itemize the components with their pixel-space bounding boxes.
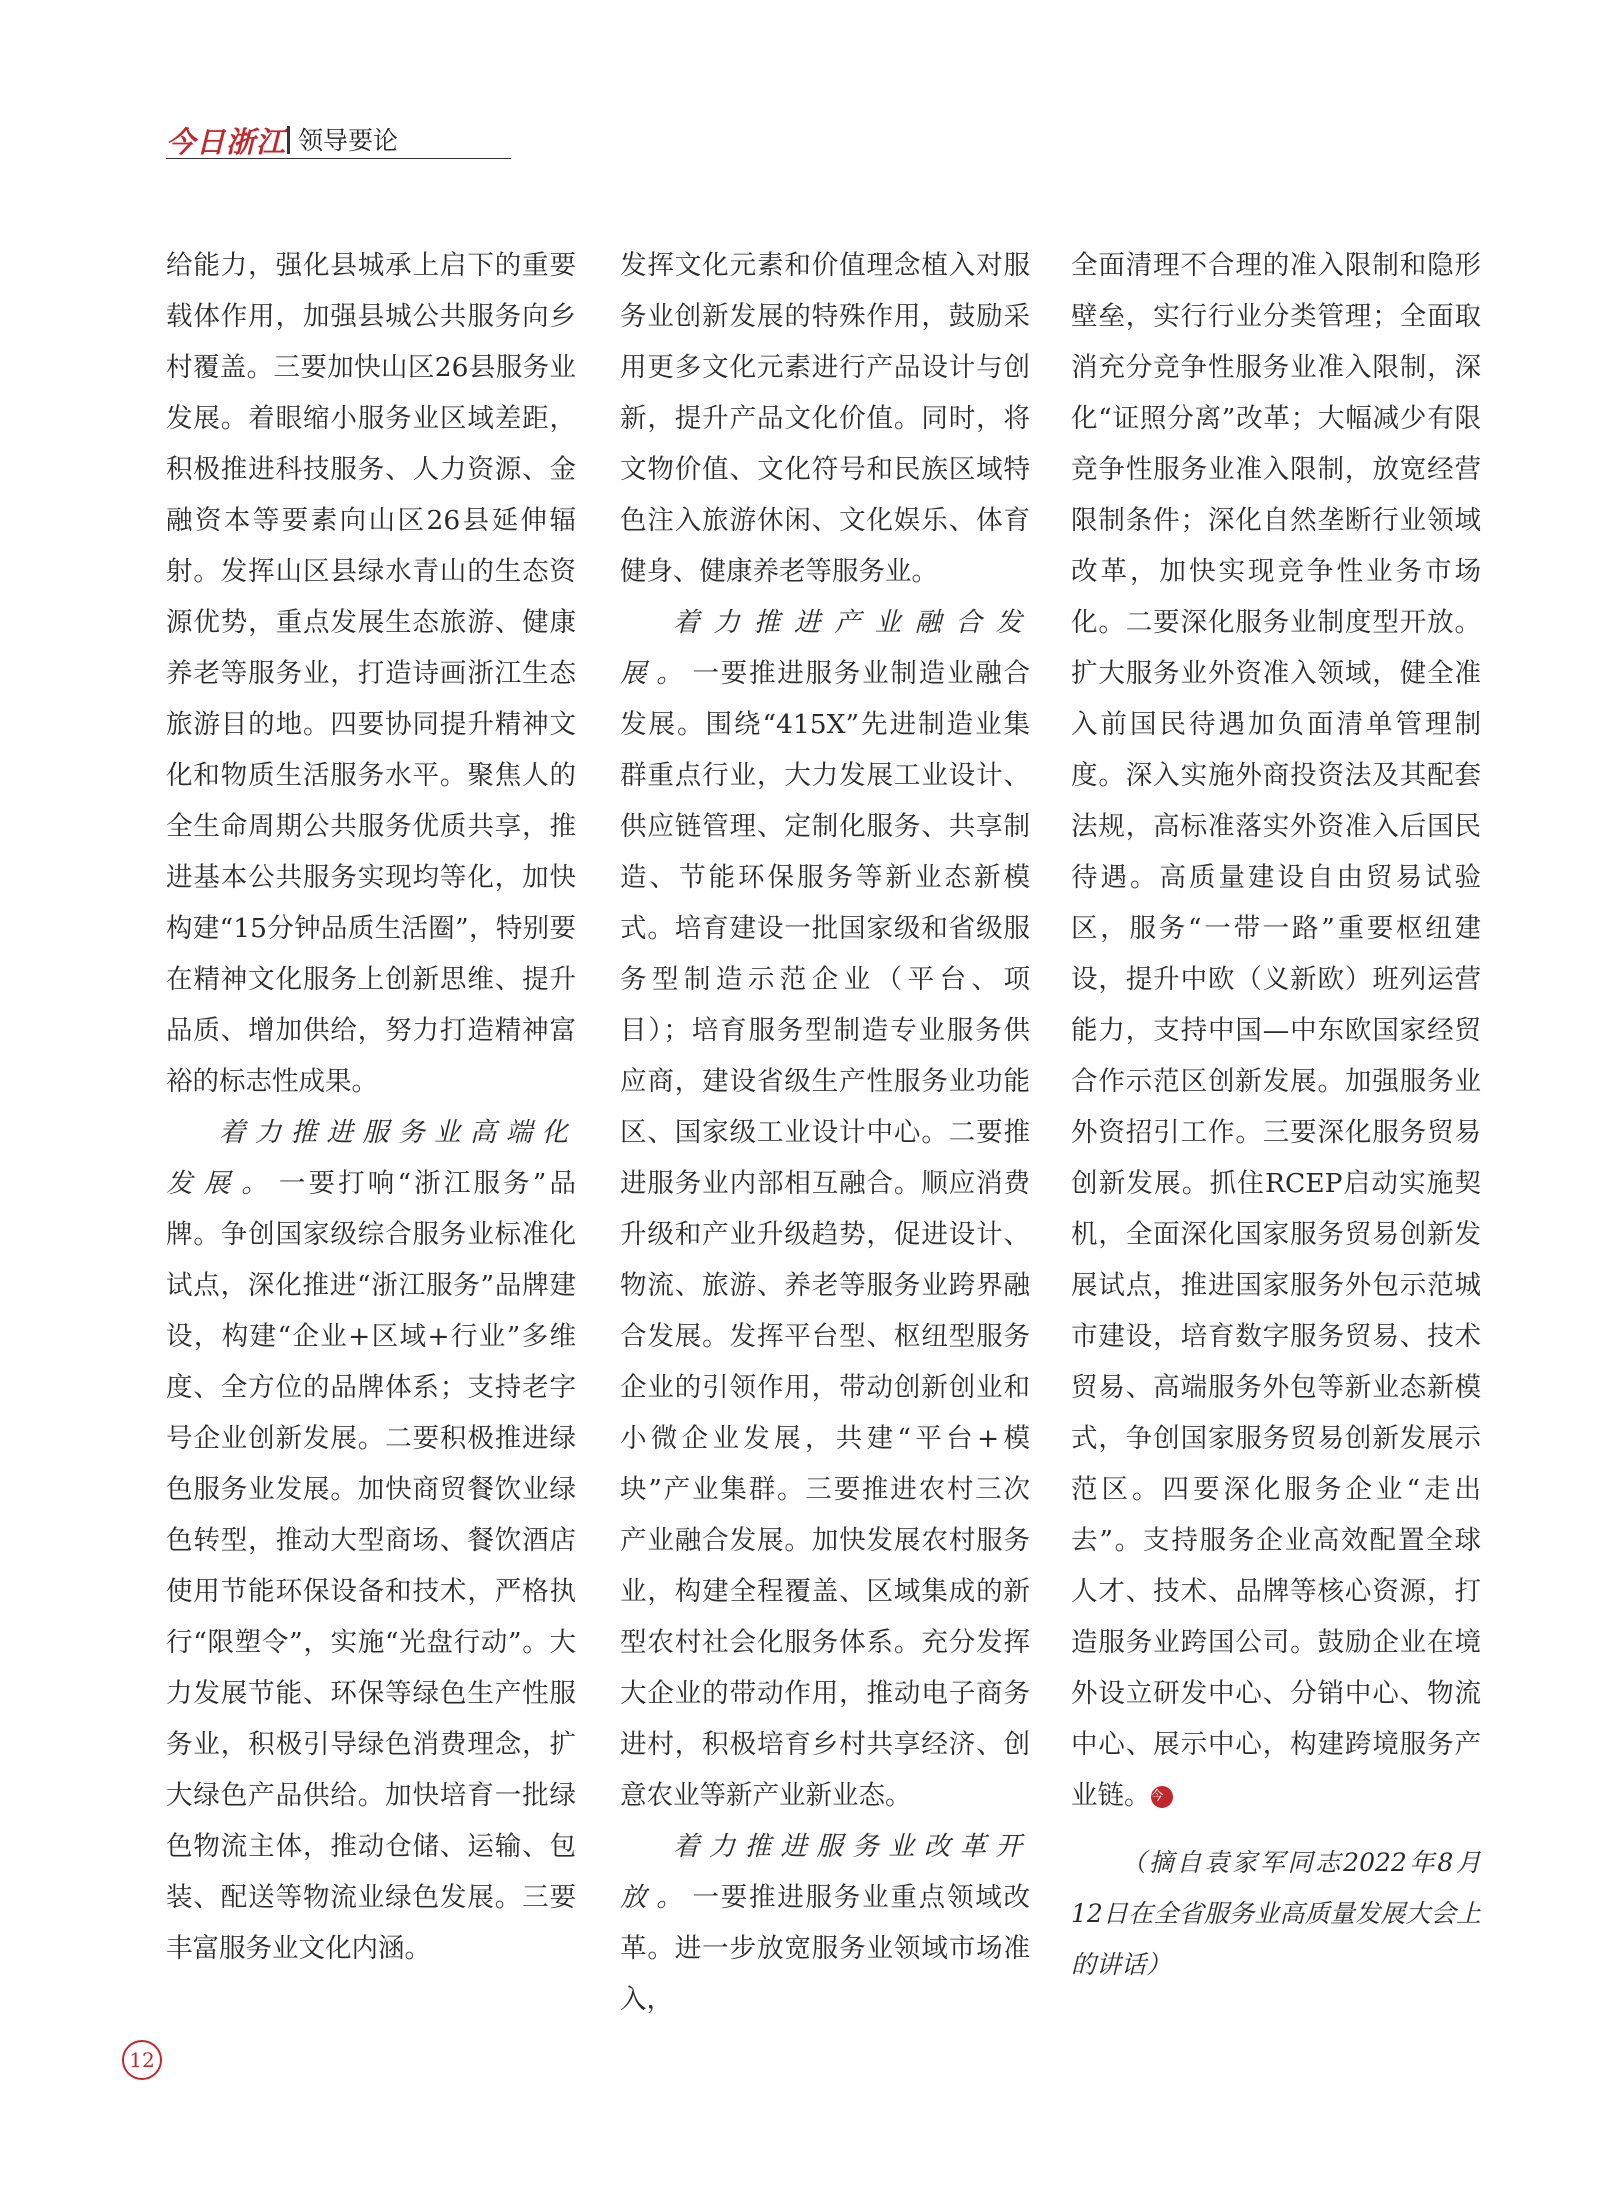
- paragraph-body: 一要推进服务业重点领域改革。进一步放宽服务业领域市场准入，: [620, 1882, 1030, 2015]
- source-note: （摘自袁家军同志2022年8月12日在全省服务业高质量发展大会上的讲话）: [1071, 1848, 1481, 1979]
- paragraph: [1071, 240, 1481, 1821]
- column-1: [166, 240, 576, 1974]
- paragraph-heading: 着力推进服务业高端化发展。: [166, 1117, 576, 1199]
- paragraph: 发挥文化元素和价值理念植入对服务业创新发展的特殊作用，鼓励采用更多文化元素进行产品设计与创新，提升产品文化价值。同时，将文物价值、文化符号和民族区域特色注入旅游休闲、文化娱乐、体育健身、健康养老等服务业。: [620, 250, 1030, 587]
- section-title: 领导要论: [298, 126, 399, 155]
- paragraph-body: 一要推进服务业制造业融合发展。围绕“415X”先进制造业集群重点行业，大力发展工业设计、供应链管理、定制化服务、共享制造、节能环保服务等新业态新模式。培育建设一批国家级和省级服务型制造示范企业（平台、项目）；培育服务型制造专业服务供应商，建设省级生产性服务业功能区、国家级工业设计中心。二要推进服务业内部相互融合。顺应消费升级和产业升级趋势，促进设计、物流、旅游、养老等服务业跨界融合发展。发挥平台型、枢纽型服务企业的引领作用，带动创新创业和小微企业发展，共建“平台+模块”产业集群。三要推进农村三次产业融合发展。加快发展农村服务业，构建全程覆盖、区域集成的新型农村社会化服务体系。充分发挥大企业的带动作用，推动电子商务进村，积极培育乡村共享经济、创意农业等新产业新业态。: [620, 658, 1030, 1811]
- paragraph-heading: 着力推进产业融合发展。: [620, 607, 1030, 689]
- paragraph: [620, 1821, 1030, 2025]
- page-number: 12: [122, 2040, 162, 2080]
- paragraph: [166, 1107, 576, 1974]
- page-header: [166, 120, 511, 159]
- end-mark-icon: 今: [1151, 1786, 1173, 1808]
- paragraph-body: 一要打响“浙江服务”品牌。争创国家级综合服务业标准化试点，深化推进“浙江服务”品牌建设，构建“企业+区域+行业”多维度、全方位的品牌体系；支持老字号企业创新发展。二要积极推进绿色服务业发展。加快商贸餐饮业绿色转型，推动大型商场、餐饮酒店使用节能环保设备和技术，严格执行“限塑令”，实施“光盘行动”。大力发展节能、环保等绿色生产性服务业，积极引导绿色消费理念，扩大绿色产品供给。加快培育一批绿色物流主体，推动仓储、运输、包装、配送等物流业绿色发展。三要丰富服务业文化内涵。: [166, 1168, 576, 1964]
- paragraph-body: 全面清理不合理的准入限制和隐形壁垒，实行行业分类管理；全面取消充分竞争性服务业准入限制，深化“证照分离”改革；大幅减少有限竞争性服务业准入限制，放宽经营限制条件；深化自然垄断行业领域改革，加快实现竞争性业务市场化。二要深化服务业制度型开放。扩大服务业外资准入领域，健全准入前国民待遇加负面清单管理制度。深入实施外商投资法及其配套法规，高标准落实外资准入后国民待遇。高质量建设自由贸易试验区，服务“一带一路”重要枢纽建设，提升中欧（义新欧）班列运营能力，支持中国—中东欧国家经贸合作示范区创新发展。加强服务业外资招引工作。三要深化服务贸易创新发展。抓住RCEP启动实施契机，全面深化国家服务贸易创新发展试点，推进国家服务外包示范城市建设，培育数字服务贸易、技术贸易、高端服务外包等新业态新模式，争创国家服务贸易创新发展示范区。四要深化服务企业“走出去”。支持服务企业高效配置全球人才、技术、品牌等核心资源，打造服务业跨国公司。鼓励企业在境外设立研发中心、分销中心、物流中心、展示中心，构建跨境服务产业链。: [1071, 250, 1481, 1811]
- magazine-logo: 今日浙江: [166, 125, 287, 159]
- paragraph: [620, 597, 1030, 1821]
- paragraph-heading: 着力推进服务业改革开放。: [620, 1831, 1030, 1913]
- column-2: [620, 240, 1030, 2025]
- column-3: [1071, 240, 1481, 1990]
- paragraph: 给能力，强化县城承上启下的重要载体作用，加强县城公共服务向乡村覆盖。三要加快山区26县服务业发展。着眼缩小服务业区域差距，积极推进科技服务、人力资源、金融资本等要素向山区26县延伸辐射。发挥山区县绿水青山的生态资源优势，重点发展生态旅游、健康养老等服务业，打造诗画浙江生态旅游目的地。四要协同提升精神文化和物质生活服务水平。聚焦人的全生命周期公共服务优质共享，推进基本公共服务实现均等化，加快构建“15分钟品质生活圈”，特别要在精神文化服务上创新思维、提升品质、增加供给，努力打造精神富裕的标志性成果。: [166, 250, 576, 1097]
- header-divider: [287, 126, 290, 154]
